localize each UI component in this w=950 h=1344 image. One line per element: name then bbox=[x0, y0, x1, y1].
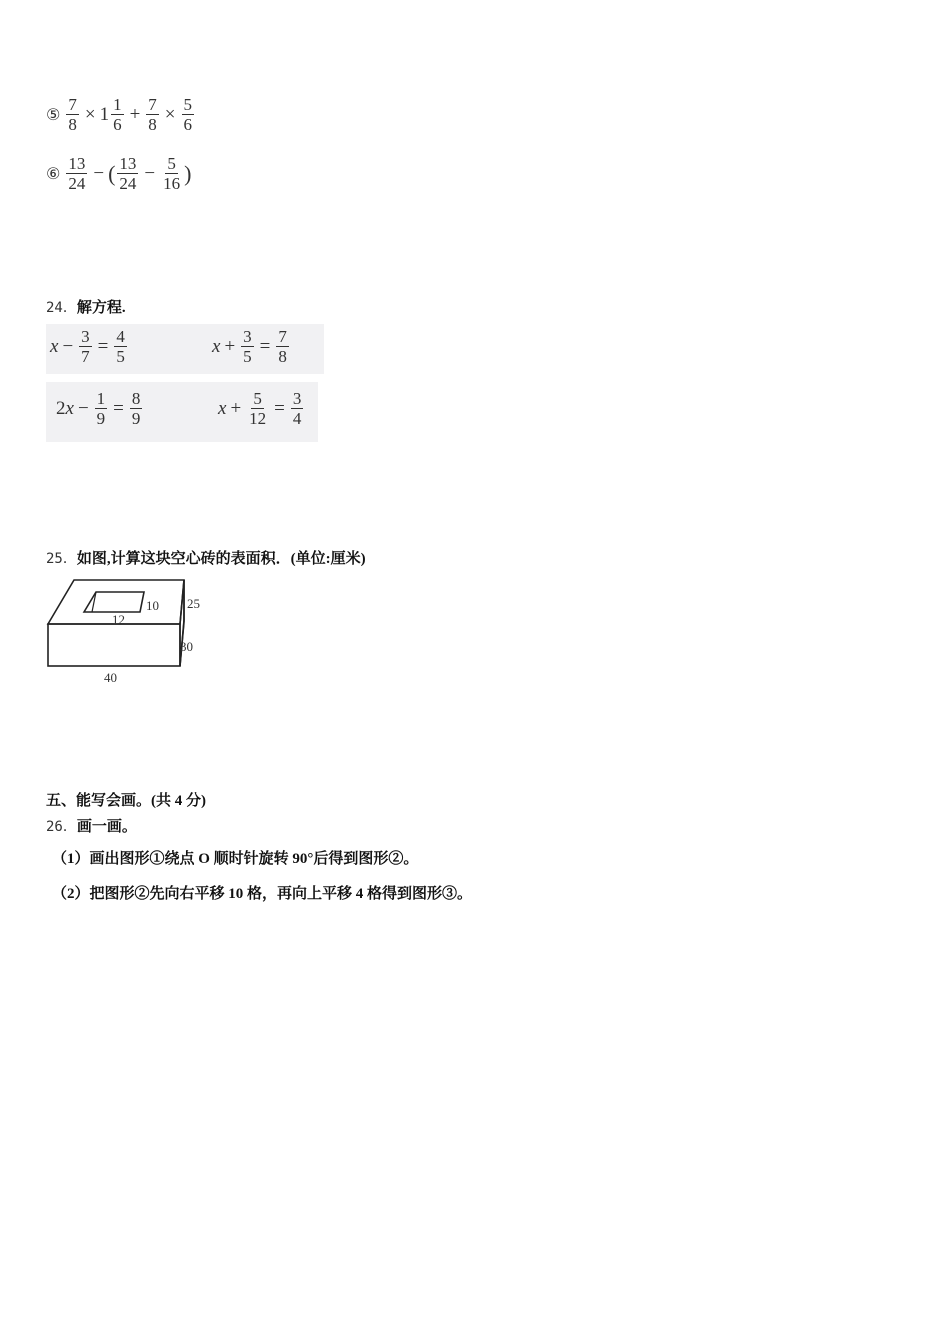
operator: − bbox=[144, 162, 156, 184]
question-26-header bbox=[46, 815, 137, 836]
fraction: $\frac{7}{8}$ bbox=[68, 95, 77, 134]
label-length: 40 bbox=[104, 670, 117, 685]
left-paren: ( bbox=[108, 160, 116, 186]
expression-5 bbox=[46, 96, 196, 133]
equation-row-2 bbox=[46, 382, 318, 442]
mixed-number: 1 $\frac{1}{6}$ bbox=[99, 95, 122, 134]
label-width: 30 bbox=[180, 639, 193, 654]
fraction: $\frac{5}{16}$ bbox=[163, 154, 181, 193]
right-paren: ) bbox=[184, 160, 192, 186]
fraction: $\frac{13}{24}$ bbox=[119, 154, 137, 193]
equation-2: x + $\frac{3}{5}$ = $\frac{7}{8}$ bbox=[212, 327, 287, 366]
question-26-part-1: （1）画出图形①绕点 O 顺时针旋转 90°后得到图形②。 bbox=[52, 851, 419, 867]
section-5-heading: 五、能写会画。(共 4 分) bbox=[46, 793, 206, 809]
hollow-brick-diagram bbox=[44, 574, 214, 692]
question-title: 解方程. bbox=[76, 300, 126, 316]
equation-row-1 bbox=[46, 324, 324, 374]
label-height: 25 bbox=[187, 596, 200, 611]
equation-3: 2 x − $\frac{1}{9}$ = $\frac{8}{9}$ bbox=[56, 389, 141, 428]
question-number: 25． bbox=[46, 551, 77, 567]
question-title: 如图,计算这块空心砖的表面积．(单位:厘米) bbox=[76, 551, 366, 567]
equation-1: x − $\frac{3}{7}$ = $\frac{4}{5}$ bbox=[50, 327, 125, 366]
question-number: 24． bbox=[46, 300, 77, 316]
question-26-part-2: （2）把图形②先向右平移 10 格，再向上平移 4 格得到图形③。 bbox=[52, 886, 473, 902]
question-24-header bbox=[46, 296, 126, 317]
operator: × bbox=[84, 103, 96, 125]
operator: × bbox=[164, 103, 176, 125]
equation-4: x + $\frac{5}{12}$ = $\frac{3}{4}$ bbox=[218, 389, 302, 428]
expression-6 bbox=[46, 155, 191, 192]
fraction: $\frac{7}{8}$ bbox=[148, 95, 157, 134]
fraction: $\frac{13}{24}$ bbox=[68, 154, 86, 193]
fraction: $\frac{5}{6}$ bbox=[183, 95, 192, 134]
label-hole-depth: 10 bbox=[146, 598, 159, 613]
brick-front-face bbox=[48, 624, 180, 666]
item-label: ⑥ bbox=[46, 164, 61, 183]
item-label: ⑤ bbox=[46, 105, 61, 124]
question-title: 画一画。 bbox=[76, 819, 137, 835]
operator: − bbox=[93, 162, 105, 184]
label-hole-width: 12 bbox=[112, 612, 125, 627]
operator: + bbox=[129, 103, 141, 125]
question-number: 26． bbox=[46, 819, 77, 835]
question-25-header bbox=[46, 547, 366, 568]
